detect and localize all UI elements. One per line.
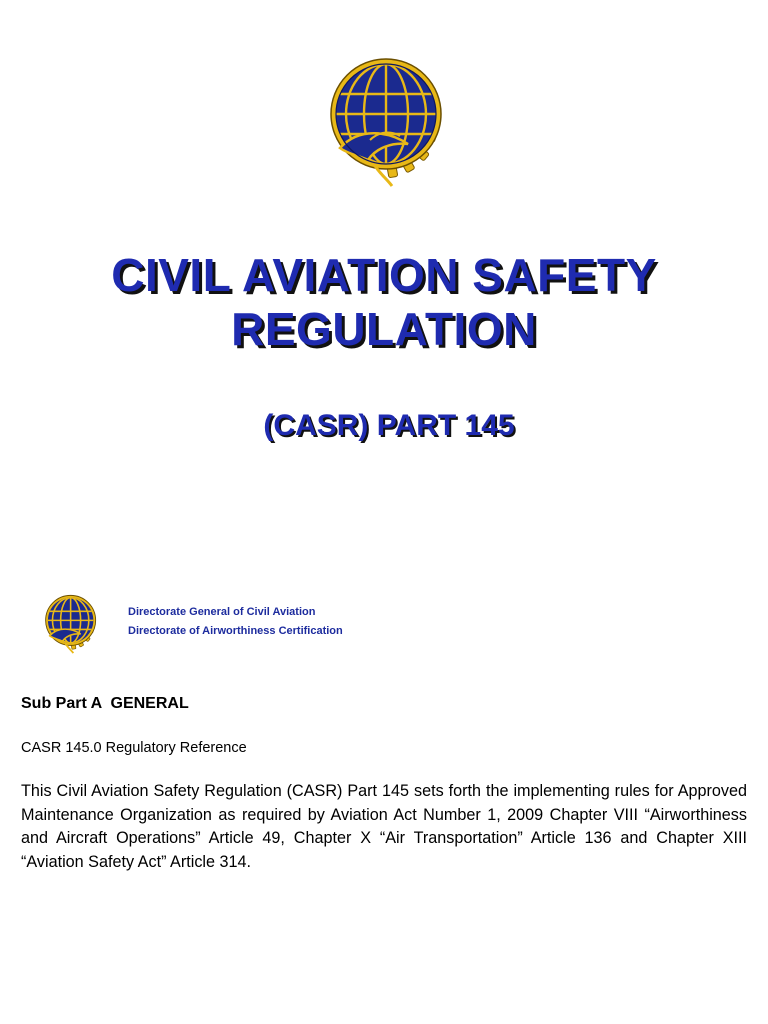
body-paragraph: This Civil Aviation Safety Regulation (CASR) Part 145 sets forth the implementing rules for Approved Maintenance Organization as required by Aviation Act Number 1, 2009 Chapter VIII “Airworthiness and Aircraft Operations” Article 49, Chapter X “Air Transportation” Article 136 and Chapter XIII “Aviation Safety Act” Article 314. bbox=[21, 782, 747, 871]
globe-emblem-icon bbox=[45, 594, 99, 654]
title-line-2: REGULATION bbox=[231, 303, 537, 355]
globe-emblem-icon bbox=[330, 56, 448, 188]
organization-line-1: Directorate General of Civil Aviation bbox=[128, 606, 316, 618]
dgca-logo-large bbox=[330, 56, 448, 188]
part-title: (CASR) PART 145 bbox=[263, 409, 515, 442]
section-heading: CASR 145.0 Regulatory Reference bbox=[21, 740, 247, 756]
dgca-logo-small bbox=[45, 594, 99, 654]
organization-block bbox=[128, 603, 343, 641]
title-line-1: CIVIL AVIATION SAFETY bbox=[111, 249, 657, 301]
organization-line-2: Directorate of Airworthiness Certification bbox=[128, 625, 343, 637]
subpart-heading: Sub Part A GENERAL bbox=[21, 695, 189, 712]
document-title bbox=[0, 248, 768, 356]
